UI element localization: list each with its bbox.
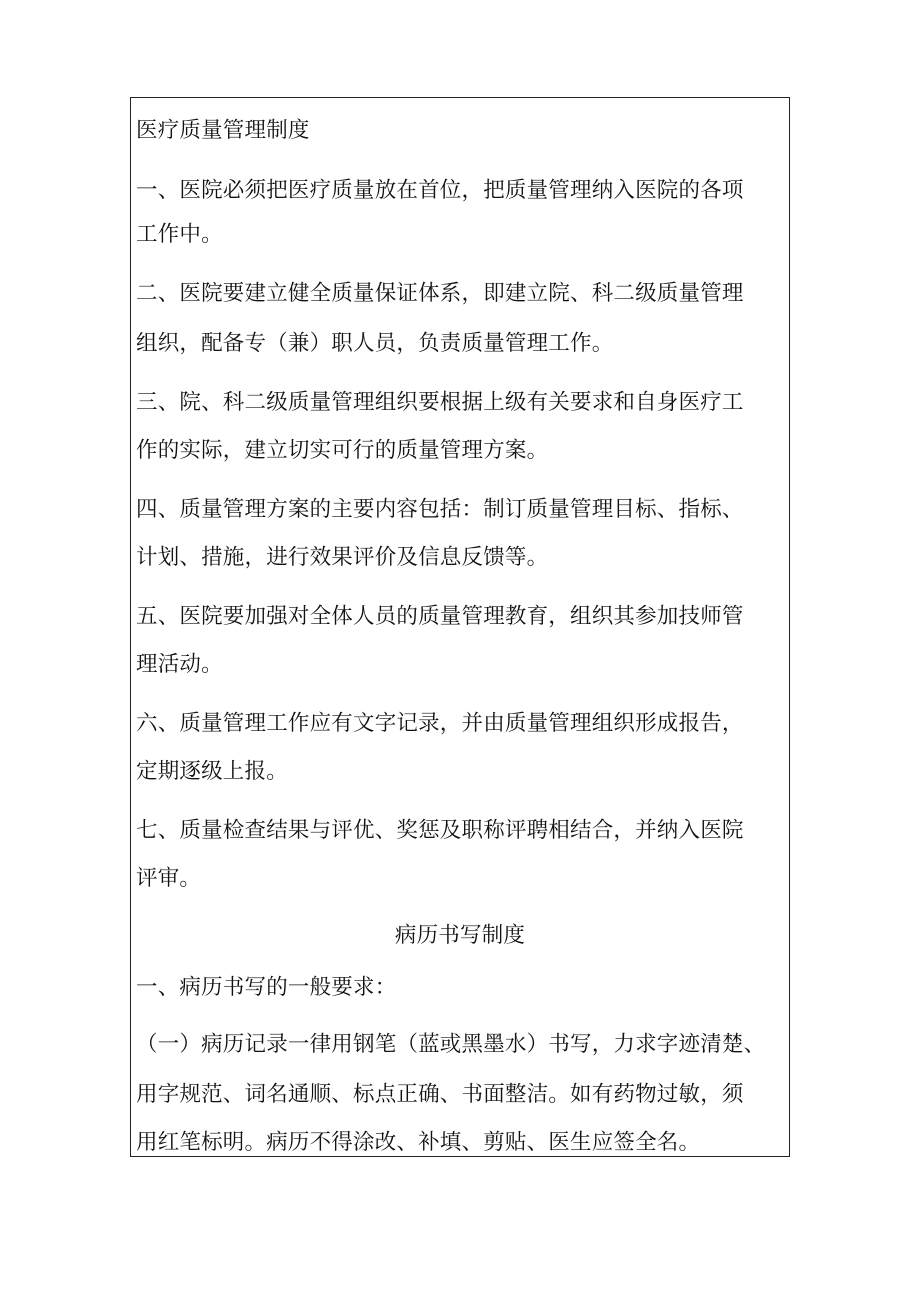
- paragraph-line: 作的实际，建立切实可行的质量管理方案。: [136, 438, 549, 463]
- paragraph-line: 理活动。: [136, 652, 223, 677]
- paragraph-line: 用字规范、词名通顺、标点正确、书面整洁。如有药物过敏，须: [136, 1082, 744, 1107]
- paragraph-line: 一、病历书写的一般要求：: [136, 975, 397, 1000]
- section-title-quality-management: 医疗质量管理制度: [136, 118, 310, 143]
- paragraph-line: 六、质量管理工作应有文字记录，并由质量管理组织形成报告，: [136, 711, 744, 736]
- document-frame: [130, 97, 790, 1157]
- paragraph-line: （一）病历记录一律用钢笔（蓝或黑墨水）书写，力求字迹清楚、: [136, 1032, 766, 1057]
- paragraph-line: 七、质量检查结果与评优、奖惩及职称评聘相结合，并纳入医院: [136, 818, 744, 843]
- paragraph-line: 评审。: [136, 866, 202, 891]
- paragraph-line: 工作中。: [136, 222, 223, 247]
- paragraph-line: 五、医院要加强对全体人员的质量管理教育，组织其参加技师管: [136, 604, 744, 629]
- paragraph-line: 三、院、科二级质量管理组织要根据上级有关要求和自身医疗工: [136, 390, 744, 415]
- paragraph-line: 定期逐级上报。: [136, 759, 288, 784]
- section-title-medical-records: 病历书写制度: [394, 923, 526, 948]
- paragraph-line: 组织，配备专（兼）职人员，负责质量管理工作。: [136, 331, 614, 356]
- paragraph-line: 四、质量管理方案的主要内容包括：制订质量管理目标、指标、: [136, 497, 744, 522]
- paragraph-line: 用红笔标明。病历不得涂改、补填、剪贴、医生应签全名。: [136, 1130, 701, 1155]
- paragraph-line: 一、医院必须把医疗质量放在首位，把质量管理纳入医院的各项: [136, 178, 744, 203]
- paragraph-line: 计划、措施，进行效果评价及信息反馈等。: [136, 545, 549, 570]
- paragraph-line: 二、医院要建立健全质量保证体系，即建立院、科二级质量管理: [136, 281, 744, 306]
